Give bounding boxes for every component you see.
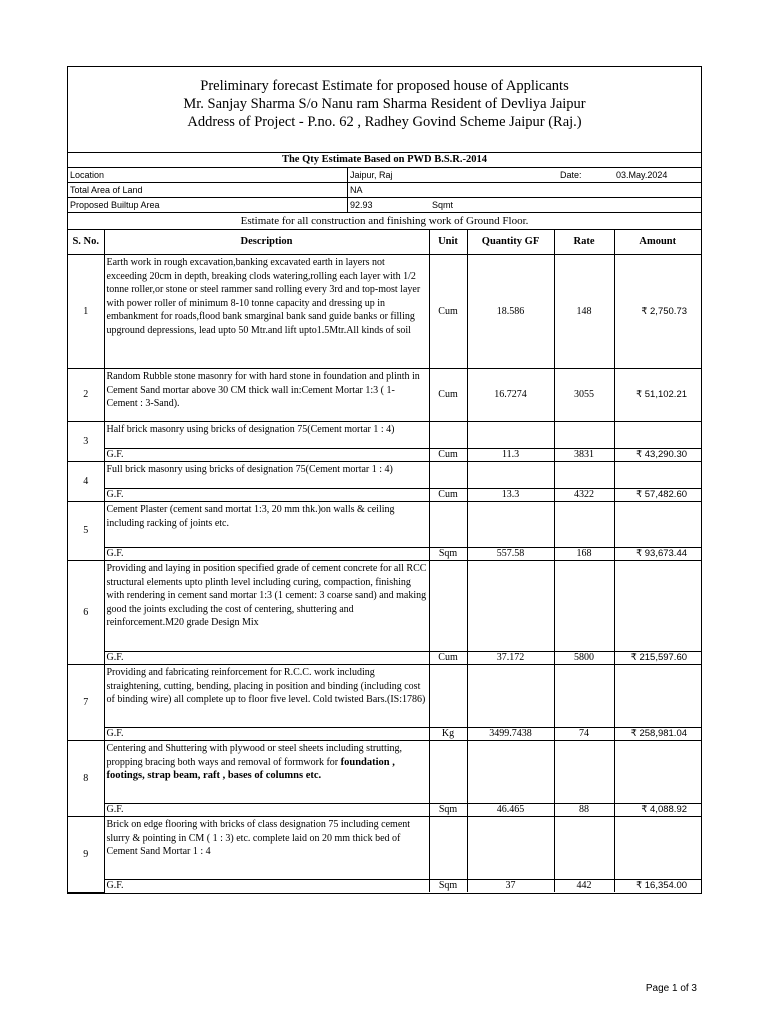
table-row: [68, 502, 701, 548]
item-description: Earth work in rough excavation,banking excavated earth in layers not exceeding 20cm in depth, breaking clods watering,rolling each layer with 1/2 tonne roller,or stone or steel rammer sand rolling every 3rd and top-most layer with power roller of minimum 8-10 tonne capacity and dressing up in embankment for roads,flood bank smarginal bank sand guide banks or filling upground depressions, lead upto 50 Mtr.and lift upto1.5Mtr.All kinds of soil: [104, 255, 429, 369]
item-description: Brick on edge flooring with bricks of class designation 75 including cement slurry & pointing in CM ( 1 : 3) etc. complete laid on 20 mm thick bed of Cement Sand Mortar 1 : 4: [104, 817, 429, 880]
item-gf-label: G.F.: [104, 449, 429, 462]
table-row-gf: [68, 728, 701, 741]
item-no: 3: [68, 422, 104, 462]
table-row-gf: [68, 804, 701, 817]
item-qty: 13.3: [467, 489, 554, 502]
location-label: Location: [70, 170, 105, 180]
item-amount: ₹ 4,088.92: [614, 804, 701, 817]
col-rate: Rate: [554, 230, 614, 255]
item-description: Providing and laying in position specified grade of cement concrete for all RCC structural elements upto plinth level including curing, compaction, finishing with rendering in cement sand mortar 1:3 (1 cement: 3 coarse sand) and making good the joints excluding the cost of centering, shuttering and reinforcement.M20 grade Design Mix: [104, 561, 429, 652]
item-rate: 74: [554, 728, 614, 741]
item-qty: 557.58: [467, 548, 554, 561]
item-qty: 3499.7438: [467, 728, 554, 741]
info-row-location: [68, 168, 701, 183]
item-amount: ₹ 215,597.60: [614, 652, 701, 665]
item-unit: Cum: [429, 255, 467, 369]
location-value: Jaipur, Raj: [350, 170, 393, 180]
item-no: 5: [68, 502, 104, 561]
item-gf-label: G.F.: [104, 728, 429, 741]
item-unit: Sqm: [429, 804, 467, 817]
item-rate: 3055: [554, 369, 614, 422]
item-amount: ₹ 43,290.30: [614, 449, 701, 462]
table-row: [68, 741, 701, 804]
item-unit: Cum: [429, 489, 467, 502]
item-qty: 18.586: [467, 255, 554, 369]
item-rate: 148: [554, 255, 614, 369]
info-row-area: [68, 183, 701, 198]
table-row: [68, 817, 701, 880]
item-description: Cement Plaster (cement sand mortat 1:3, 20 mm thk.)on walls & ceiling including racking of joints etc.: [104, 502, 429, 548]
item-unit: Sqm: [429, 548, 467, 561]
qty-title: The Qty Estimate Based on PWD B.S.R.-2014: [68, 153, 701, 168]
table-row-gf: [68, 548, 701, 561]
item-rate: 442: [554, 880, 614, 893]
item-no: 4: [68, 462, 104, 502]
item-description: Half brick masonry using bricks of designation 75(Cement mortar 1 : 4): [104, 422, 429, 449]
item-no: 2: [68, 369, 104, 422]
col-amount: Amount: [614, 230, 701, 255]
col-description: Description: [104, 230, 429, 255]
col-qty: Quantity GF: [467, 230, 554, 255]
item-description-text: Centering and Shuttering with plywood or steel sheets including strutting, propping bracing both ways and removal of formwork for: [106, 743, 403, 768]
item-unit: Sqm: [429, 880, 467, 893]
item-qty: 16.7274: [467, 369, 554, 422]
item-unit: Cum: [429, 449, 467, 462]
table-row: [68, 665, 701, 728]
item-qty: 46.465: [467, 804, 554, 817]
item-no: 9: [68, 817, 104, 893]
builtup-unit: Sqmt: [432, 200, 454, 210]
table-header-row: [68, 230, 701, 255]
builtup-label: Proposed Builtup Area: [70, 200, 160, 210]
area-label: Total Area of Land: [70, 185, 143, 195]
estimate-table: [68, 230, 701, 893]
item-rate: 5800: [554, 652, 614, 665]
item-unit: Cum: [429, 652, 467, 665]
document-header: [68, 67, 701, 153]
header-line-2: Mr. Sanjay Sharma S/o Nanu ram Sharma Resident of Devliya Jaipur: [183, 96, 586, 112]
date-value: 03.May.2024: [616, 170, 668, 180]
date-label: Date:: [560, 170, 582, 180]
col-sno: S. No.: [68, 230, 104, 255]
item-no: 1: [68, 255, 104, 369]
item-gf-label: G.F.: [104, 804, 429, 817]
item-gf-label: G.F.: [104, 652, 429, 665]
table-row: [68, 561, 701, 652]
table-row: [68, 255, 701, 369]
item-rate: 4322: [554, 489, 614, 502]
item-unit: Kg: [429, 728, 467, 741]
header-line-3: Address of Project - P.no. 62 , Radhey Govind Scheme Jaipur (Raj.): [187, 114, 582, 130]
table-row: [68, 422, 701, 449]
col-unit: Unit: [429, 230, 467, 255]
item-description: [104, 741, 429, 804]
table-row-gf: [68, 652, 701, 665]
estimate-sheet: [67, 66, 702, 894]
item-gf-label: G.F.: [104, 489, 429, 502]
table-row-gf: [68, 489, 701, 502]
item-gf-label: G.F.: [104, 880, 429, 893]
item-rate: 3831: [554, 449, 614, 462]
scope-line: Estimate for all construction and finishing work of Ground Floor.: [68, 213, 701, 230]
item-qty: 37: [467, 880, 554, 893]
item-description: Providing and fabricating reinforcement for R.C.C. work including straightening, cutting, bending, placing in position and binding (including cost of binding wire) all complete up to floor five level. Cold twisted Bars.(IS:1786): [104, 665, 429, 728]
info-row-builtup: [68, 198, 701, 213]
builtup-value: 92.93: [350, 200, 373, 210]
item-no: 8: [68, 741, 104, 817]
table-row-gf: [68, 449, 701, 462]
item-description: Random Rubble stone masonry for with hard stone in foundation and plinth in Cement Sand mortar above 30 CM thick wall in:Cement Mortar 1:3 ( 1- Cement : 3-Sand).: [104, 369, 429, 422]
item-qty: 11.3: [467, 449, 554, 462]
item-amount: ₹ 51,102.21: [614, 369, 701, 422]
page-number: Page 1 of 3: [645, 983, 697, 994]
header-line-1: Preliminary forecast Estimate for proposed house of Applicants: [200, 78, 569, 94]
item-amount: ₹ 57,482.60: [614, 489, 701, 502]
item-rate: 88: [554, 804, 614, 817]
item-gf-label: G.F.: [104, 548, 429, 561]
item-amount: ₹ 258,981.04: [614, 728, 701, 741]
item-no: 7: [68, 665, 104, 741]
table-row-gf: [68, 880, 701, 893]
item-qty: 37.172: [467, 652, 554, 665]
item-unit: Cum: [429, 369, 467, 422]
item-amount: ₹ 2,750.73: [614, 255, 701, 369]
item-description-bold: foundation , footings, strap beam, raft , bases of columns etc.: [106, 756, 395, 781]
table-row: [68, 369, 701, 422]
item-rate: 168: [554, 548, 614, 561]
item-description: Full brick masonry using bricks of designation 75(Cement mortar 1 : 4): [104, 462, 429, 489]
item-amount: ₹ 16,354.00: [614, 880, 701, 893]
item-no: 6: [68, 561, 104, 665]
item-amount: ₹ 93,673.44: [614, 548, 701, 561]
area-value: NA: [350, 185, 363, 195]
table-row: [68, 462, 701, 489]
